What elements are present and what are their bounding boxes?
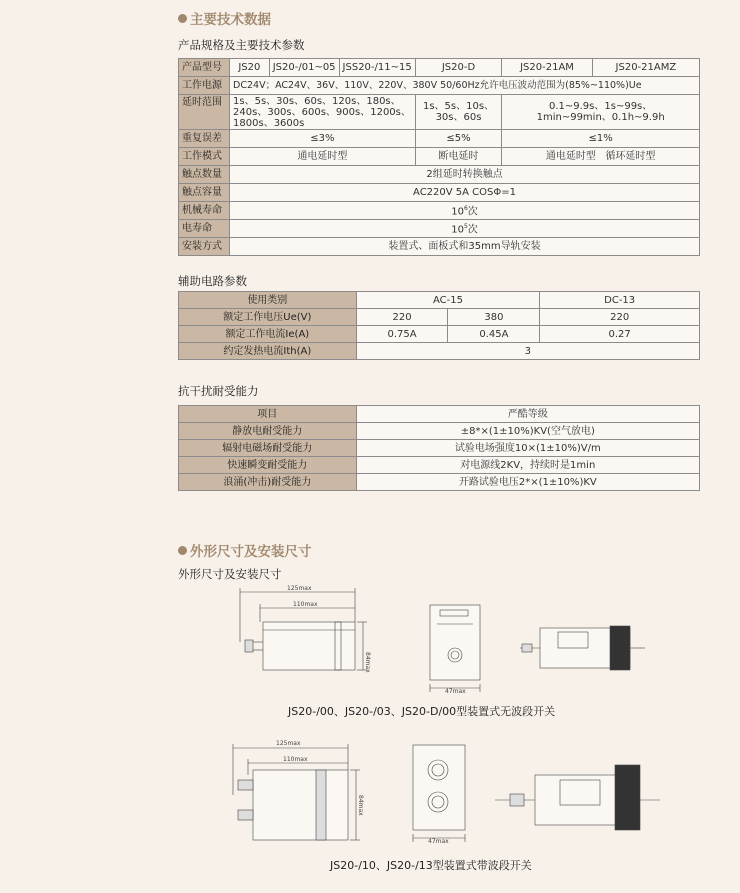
dim-84: 84max xyxy=(364,652,371,673)
table-row: 辐射电磁场耐受能力 试验电场强度10×(1±10%)V/m xyxy=(179,440,700,457)
dim-110: 110max xyxy=(293,601,318,608)
front-view-drawing-1 xyxy=(425,600,485,695)
spec-table xyxy=(178,58,700,256)
table-row: 快速瞬变耐受能力 对电源线2KV，持续时是1min xyxy=(179,457,700,474)
delay-cell-b: 1s、5s、10s、 30s、60s xyxy=(415,95,502,130)
table-row: 使用类别 AC-15 DC-13 xyxy=(179,292,700,309)
table-row: 项目 严酷等级 xyxy=(179,406,700,423)
table-row: 电寿命 $10^5$次 xyxy=(179,220,700,238)
subtitle-emc: 抗干扰耐受能力 xyxy=(178,384,259,398)
front-view-drawing-2 xyxy=(408,740,470,845)
caption-drawing-2: JS20-/10、JS20-/13型装置式带波段开关 xyxy=(330,859,532,872)
table-row: 重复误差 ≤3% ≤5% ≤1% xyxy=(179,130,700,148)
delay-cell-a: 1s、5s、30s、60s、120s、180s、 240s、300s、600s、900s、1200s、 1800s、3600s xyxy=(230,95,416,130)
dim-125: 125max xyxy=(276,740,301,747)
bullet-dot-icon xyxy=(178,546,187,555)
table-row: 额定工作电流Ie(A) 0.75A 0.45A 0.27 xyxy=(179,326,700,343)
subtitle-dims: 外形尺寸及安装尺寸 xyxy=(178,567,282,581)
table-row: 产品型号 JS20 JS20-/01~05 JSS20-/11~15 JS20-D JS20-21AM JS20-21AMZ xyxy=(179,59,700,77)
table-row: 触点容量 AC220V 5A COSΦ=1 xyxy=(179,184,700,202)
rail-view-drawing-2 xyxy=(490,760,665,835)
side-view-drawing-2 xyxy=(228,735,378,850)
table-row: 工作电源 DC24V；AC24V、36V、110V、220V、380V 50/60Hz允许电压波动范围为(85%~110%)Ue xyxy=(179,77,700,95)
table-row: 触点数量 2组延时转换触点 xyxy=(179,166,700,184)
dim-47: 47max xyxy=(428,838,449,845)
elec-life-value: $10^5$次 xyxy=(230,220,700,238)
bullet-dot-icon xyxy=(178,14,187,23)
emc-table xyxy=(178,405,700,491)
dim-110: 110max xyxy=(283,756,308,763)
section-title-tech: 主要技术数据 xyxy=(178,8,271,28)
dim-84: 84max xyxy=(357,795,364,816)
mode-cell-c: 通电延时型 循环延时型 xyxy=(502,148,700,166)
table-row: 机械寿命 $10^6$次 xyxy=(179,202,700,220)
section-title-dims: 外形尺寸及安装尺寸 xyxy=(178,540,312,560)
aux-table xyxy=(178,291,700,360)
table-row: 工作模式 通电延时型 断电延时 通电延时型 循环延时型 xyxy=(179,148,700,166)
table-row: 延时范围 1s、5s、30s、60s、120s、180s、 240s、300s、600s、900s、1200s、 1800s、3600s 1s、5s、10s、 30s、60s 0.1~9.9s、1s~99s、 1min~99min、0.1h~9.9h xyxy=(179,95,700,130)
caption-drawing-1: JS20-/00、JS20-/03、JS20-D/00型装置式无波段开关 xyxy=(288,705,556,718)
table-row: 静放电耐受能力 ±8*×(1±10%)KV(空气放电) xyxy=(179,423,700,440)
side-view-drawing-1 xyxy=(235,582,375,692)
table-row: 额定工作电压Ue(V) 220 380 220 xyxy=(179,309,700,326)
dim-47: 47max xyxy=(445,688,466,695)
table-row: 安装方式 装置式、面板式和35mm导轨安装 xyxy=(179,238,700,256)
delay-cell-c: 0.1~9.9s、1s~99s、 1min~99min、0.1h~9.9h xyxy=(502,95,700,130)
subtitle-aux: 辅助电路参数 xyxy=(178,274,247,288)
rail-view-drawing-1 xyxy=(500,622,650,674)
subtitle-spec: 产品规格及主要技术参数 xyxy=(178,38,305,52)
dim-125: 125max xyxy=(287,585,312,592)
table-row: 约定发热电流Ith(A) 3 xyxy=(179,343,700,360)
mech-life-value: $10^6$次 xyxy=(230,202,700,220)
table-row: 浪涌(冲击)耐受能力 开路试验电压2*×(1±10%)KV xyxy=(179,474,700,491)
